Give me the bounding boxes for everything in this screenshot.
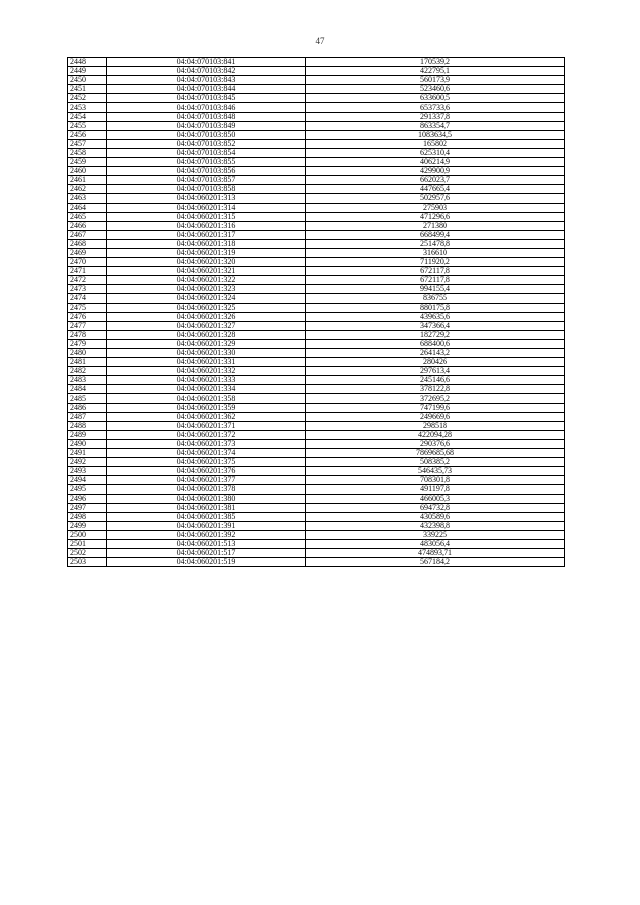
cadastral-number-cell: 04:04:070103:854 [107,148,306,157]
cadastral-number-cell: 04:04:060201:313 [107,194,306,203]
table-row [68,512,565,521]
value-cell: 502957,6 [306,194,565,203]
cadastral-number-cell: 04:04:060201:372 [107,430,306,439]
row-number-cell: 2474 [68,294,107,303]
cadastral-number-cell: 04:04:060201:319 [107,248,306,257]
value-cell: 668499,4 [306,230,565,239]
table-row [68,276,565,285]
table-row [68,467,565,476]
table-row [68,503,565,512]
value-cell: 378122,8 [306,385,565,394]
table-row [68,476,565,485]
cadastral-number-cell: 04:04:060201:314 [107,203,306,212]
table-row [68,430,565,439]
table-row [68,494,565,503]
cadastral-number-cell: 04:04:060201:328 [107,330,306,339]
cadastral-number-cell: 04:04:060201:381 [107,503,306,512]
value-cell: 880175,8 [306,303,565,312]
row-number-cell: 2503 [68,558,107,567]
row-number-cell: 2453 [68,103,107,112]
value-cell: 316610 [306,248,565,257]
row-number-cell: 2477 [68,321,107,330]
value-cell: 994155,4 [306,285,565,294]
cadastral-number-cell: 04:04:060201:391 [107,521,306,530]
value-cell: 249669,6 [306,412,565,421]
table-row [68,439,565,448]
row-number-cell: 2489 [68,430,107,439]
table-row [68,130,565,139]
cadastral-number-cell: 04:04:070103:850 [107,130,306,139]
table-row [68,321,565,330]
value-cell: 491197,8 [306,485,565,494]
row-number-cell: 2468 [68,239,107,248]
row-number-cell: 2480 [68,349,107,358]
value-cell: 182729,2 [306,330,565,339]
cadastral-number-cell: 04:04:070103:845 [107,94,306,103]
cadastral-number-cell: 04:04:060201:377 [107,476,306,485]
value-cell: 422795,1 [306,67,565,76]
cadastral-number-cell: 04:04:060201:316 [107,221,306,230]
table-row [68,294,565,303]
value-cell: 298518 [306,421,565,430]
value-cell: 439635,6 [306,312,565,321]
table-row [68,530,565,539]
value-cell: 372695,2 [306,394,565,403]
cadastral-number-cell: 04:04:070103:857 [107,176,306,185]
row-number-cell: 2463 [68,194,107,203]
value-cell: 708301,8 [306,476,565,485]
row-number-cell: 2483 [68,376,107,385]
cadastral-number-cell: 04:04:060201:513 [107,539,306,548]
table-row [68,167,565,176]
row-number-cell: 2450 [68,76,107,85]
registry-table [67,57,565,567]
table-row [68,176,565,185]
row-number-cell: 2464 [68,203,107,212]
row-number-cell: 2501 [68,539,107,548]
table-row [68,76,565,85]
cadastral-number-cell: 04:04:060201:519 [107,558,306,567]
page-number: 47 [315,36,325,46]
value-cell: 508385,2 [306,458,565,467]
value-cell: 672117,8 [306,267,565,276]
table-row [68,303,565,312]
row-number-cell: 2500 [68,530,107,539]
row-number-cell: 2485 [68,394,107,403]
value-cell: 625310,4 [306,148,565,157]
cadastral-number-cell: 04:04:060201:332 [107,367,306,376]
cadastral-number-cell: 04:04:070103:856 [107,167,306,176]
row-number-cell: 2488 [68,421,107,430]
table-row [68,394,565,403]
table-row [68,148,565,157]
table-row [68,212,565,221]
value-cell: 271380 [306,221,565,230]
table-row [68,221,565,230]
cadastral-number-cell: 04:04:060201:324 [107,294,306,303]
value-cell: 711920,2 [306,258,565,267]
table-row [68,421,565,430]
row-number-cell: 2478 [68,330,107,339]
row-number-cell: 2497 [68,503,107,512]
table-row [68,330,565,339]
cadastral-number-cell: 04:04:060201:315 [107,212,306,221]
cadastral-number-cell: 04:04:060201:373 [107,439,306,448]
table-row [68,185,565,194]
row-number-cell: 2498 [68,512,107,521]
value-cell: 688400,6 [306,339,565,348]
table-row [68,485,565,494]
row-number-cell: 2465 [68,212,107,221]
table-row [68,121,565,130]
cadastral-number-cell: 04:04:070103:858 [107,185,306,194]
cadastral-number-cell: 04:04:060201:325 [107,303,306,312]
table-row [68,285,565,294]
value-cell: 297613,4 [306,367,565,376]
row-number-cell: 2459 [68,158,107,167]
value-cell: 291337,8 [306,112,565,121]
table-row [68,539,565,548]
row-number-cell: 2496 [68,494,107,503]
cadastral-number-cell: 04:04:060201:392 [107,530,306,539]
cadastral-number-cell: 04:04:060201:374 [107,449,306,458]
value-cell: 339225 [306,530,565,539]
row-number-cell: 2470 [68,258,107,267]
row-number-cell: 2499 [68,521,107,530]
table-row [68,458,565,467]
cadastral-number-cell: 04:04:060201:517 [107,549,306,558]
table-row [68,349,565,358]
value-cell: 432398,8 [306,521,565,530]
value-cell: 347366,4 [306,321,565,330]
row-number-cell: 2494 [68,476,107,485]
value-cell: 863354,7 [306,121,565,130]
value-cell: 447665,4 [306,185,565,194]
table-row [68,230,565,239]
value-cell: 245146,6 [306,376,565,385]
table-row [68,248,565,257]
cadastral-number-cell: 04:04:060201:318 [107,239,306,248]
row-number-cell: 2471 [68,267,107,276]
row-number-cell: 2469 [68,248,107,257]
value-cell: 275903 [306,203,565,212]
cadastral-number-cell: 04:04:070103:846 [107,103,306,112]
cadastral-number-cell: 04:04:060201:323 [107,285,306,294]
cadastral-number-cell: 04:04:070103:841 [107,58,306,67]
value-cell: 474893,71 [306,549,565,558]
row-number-cell: 2462 [68,185,107,194]
row-number-cell: 2472 [68,276,107,285]
value-cell: 567184,2 [306,558,565,567]
row-number-cell: 2457 [68,139,107,148]
table-row [68,58,565,67]
table-row [68,112,565,121]
value-cell: 546435,73 [306,467,565,476]
cadastral-number-cell: 04:04:060201:385 [107,512,306,521]
table-row [68,403,565,412]
cadastral-number-cell: 04:04:070103:843 [107,76,306,85]
cadastral-number-cell: 04:04:060201:371 [107,421,306,430]
value-cell: 165802 [306,139,565,148]
row-number-cell: 2467 [68,230,107,239]
cadastral-number-cell: 04:04:060201:362 [107,412,306,421]
row-number-cell: 2473 [68,285,107,294]
table-row [68,258,565,267]
row-number-cell: 2487 [68,412,107,421]
table-row [68,376,565,385]
cadastral-number-cell: 04:04:060201:359 [107,403,306,412]
row-number-cell: 2448 [68,58,107,67]
value-cell: 7869685,68 [306,449,565,458]
cadastral-number-cell: 04:04:060201:376 [107,467,306,476]
table-row [68,67,565,76]
value-cell: 406214,9 [306,158,565,167]
row-number-cell: 2460 [68,167,107,176]
value-cell: 429900,9 [306,167,565,176]
value-cell: 747199,6 [306,403,565,412]
row-number-cell: 2451 [68,85,107,94]
table-row [68,139,565,148]
value-cell: 422094,28 [306,430,565,439]
table-row [68,103,565,112]
value-cell: 430589,6 [306,512,565,521]
cadastral-number-cell: 04:04:060201:378 [107,485,306,494]
cadastral-number-cell: 04:04:060201:321 [107,267,306,276]
cadastral-number-cell: 04:04:060201:334 [107,385,306,394]
table-row [68,194,565,203]
cadastral-number-cell: 04:04:060201:326 [107,312,306,321]
table-row [68,367,565,376]
value-cell: 523460,6 [306,85,565,94]
value-cell: 633600,5 [306,94,565,103]
table-body [68,58,565,567]
cadastral-number-cell: 04:04:060201:380 [107,494,306,503]
row-number-cell: 2454 [68,112,107,121]
cadastral-number-cell: 04:04:060201:333 [107,376,306,385]
table-row [68,385,565,394]
table-row [68,267,565,276]
cadastral-number-cell: 04:04:060201:331 [107,358,306,367]
row-number-cell: 2491 [68,449,107,458]
value-cell: 170539,2 [306,58,565,67]
row-number-cell: 2461 [68,176,107,185]
row-number-cell: 2449 [68,67,107,76]
cadastral-number-cell: 04:04:070103:855 [107,158,306,167]
row-number-cell: 2455 [68,121,107,130]
row-number-cell: 2476 [68,312,107,321]
value-cell: 1083634,5 [306,130,565,139]
cadastral-number-cell: 04:04:070103:849 [107,121,306,130]
row-number-cell: 2492 [68,458,107,467]
table-row [68,203,565,212]
value-cell: 290376,6 [306,439,565,448]
value-cell: 466005,3 [306,494,565,503]
value-cell: 264143,2 [306,349,565,358]
row-number-cell: 2482 [68,367,107,376]
table-row [68,239,565,248]
row-number-cell: 2486 [68,403,107,412]
row-number-cell: 2502 [68,549,107,558]
value-cell: 653733,6 [306,103,565,112]
cadastral-number-cell: 04:04:060201:358 [107,394,306,403]
row-number-cell: 2479 [68,339,107,348]
cadastral-number-cell: 04:04:060201:320 [107,258,306,267]
value-cell: 836755 [306,294,565,303]
value-cell: 280426 [306,358,565,367]
table-row [68,358,565,367]
cadastral-number-cell: 04:04:060201:317 [107,230,306,239]
table-row [68,312,565,321]
cadastral-number-cell: 04:04:060201:322 [107,276,306,285]
value-cell: 483056,4 [306,539,565,548]
table-row [68,521,565,530]
table-row [68,412,565,421]
value-cell: 471296,6 [306,212,565,221]
cadastral-number-cell: 04:04:060201:329 [107,339,306,348]
row-number-cell: 2452 [68,94,107,103]
row-number-cell: 2481 [68,358,107,367]
value-cell: 672117,8 [306,276,565,285]
row-number-cell: 2484 [68,385,107,394]
value-cell: 560173,9 [306,76,565,85]
table-row [68,449,565,458]
cadastral-number-cell: 04:04:060201:375 [107,458,306,467]
table-row [68,558,565,567]
cadastral-number-cell: 04:04:070103:844 [107,85,306,94]
table-row [68,85,565,94]
row-number-cell: 2458 [68,148,107,157]
row-number-cell: 2495 [68,485,107,494]
table-row [68,339,565,348]
cadastral-number-cell: 04:04:070103:852 [107,139,306,148]
row-number-cell: 2490 [68,439,107,448]
row-number-cell: 2466 [68,221,107,230]
row-number-cell: 2493 [68,467,107,476]
cadastral-number-cell: 04:04:060201:327 [107,321,306,330]
table-row [68,94,565,103]
value-cell: 251478,8 [306,239,565,248]
cadastral-number-cell: 04:04:070103:842 [107,67,306,76]
row-number-cell: 2456 [68,130,107,139]
value-cell: 662023,7 [306,176,565,185]
table-row [68,549,565,558]
table-row [68,158,565,167]
value-cell: 694732,8 [306,503,565,512]
cadastral-number-cell: 04:04:070103:848 [107,112,306,121]
row-number-cell: 2475 [68,303,107,312]
cadastral-number-cell: 04:04:060201:330 [107,349,306,358]
